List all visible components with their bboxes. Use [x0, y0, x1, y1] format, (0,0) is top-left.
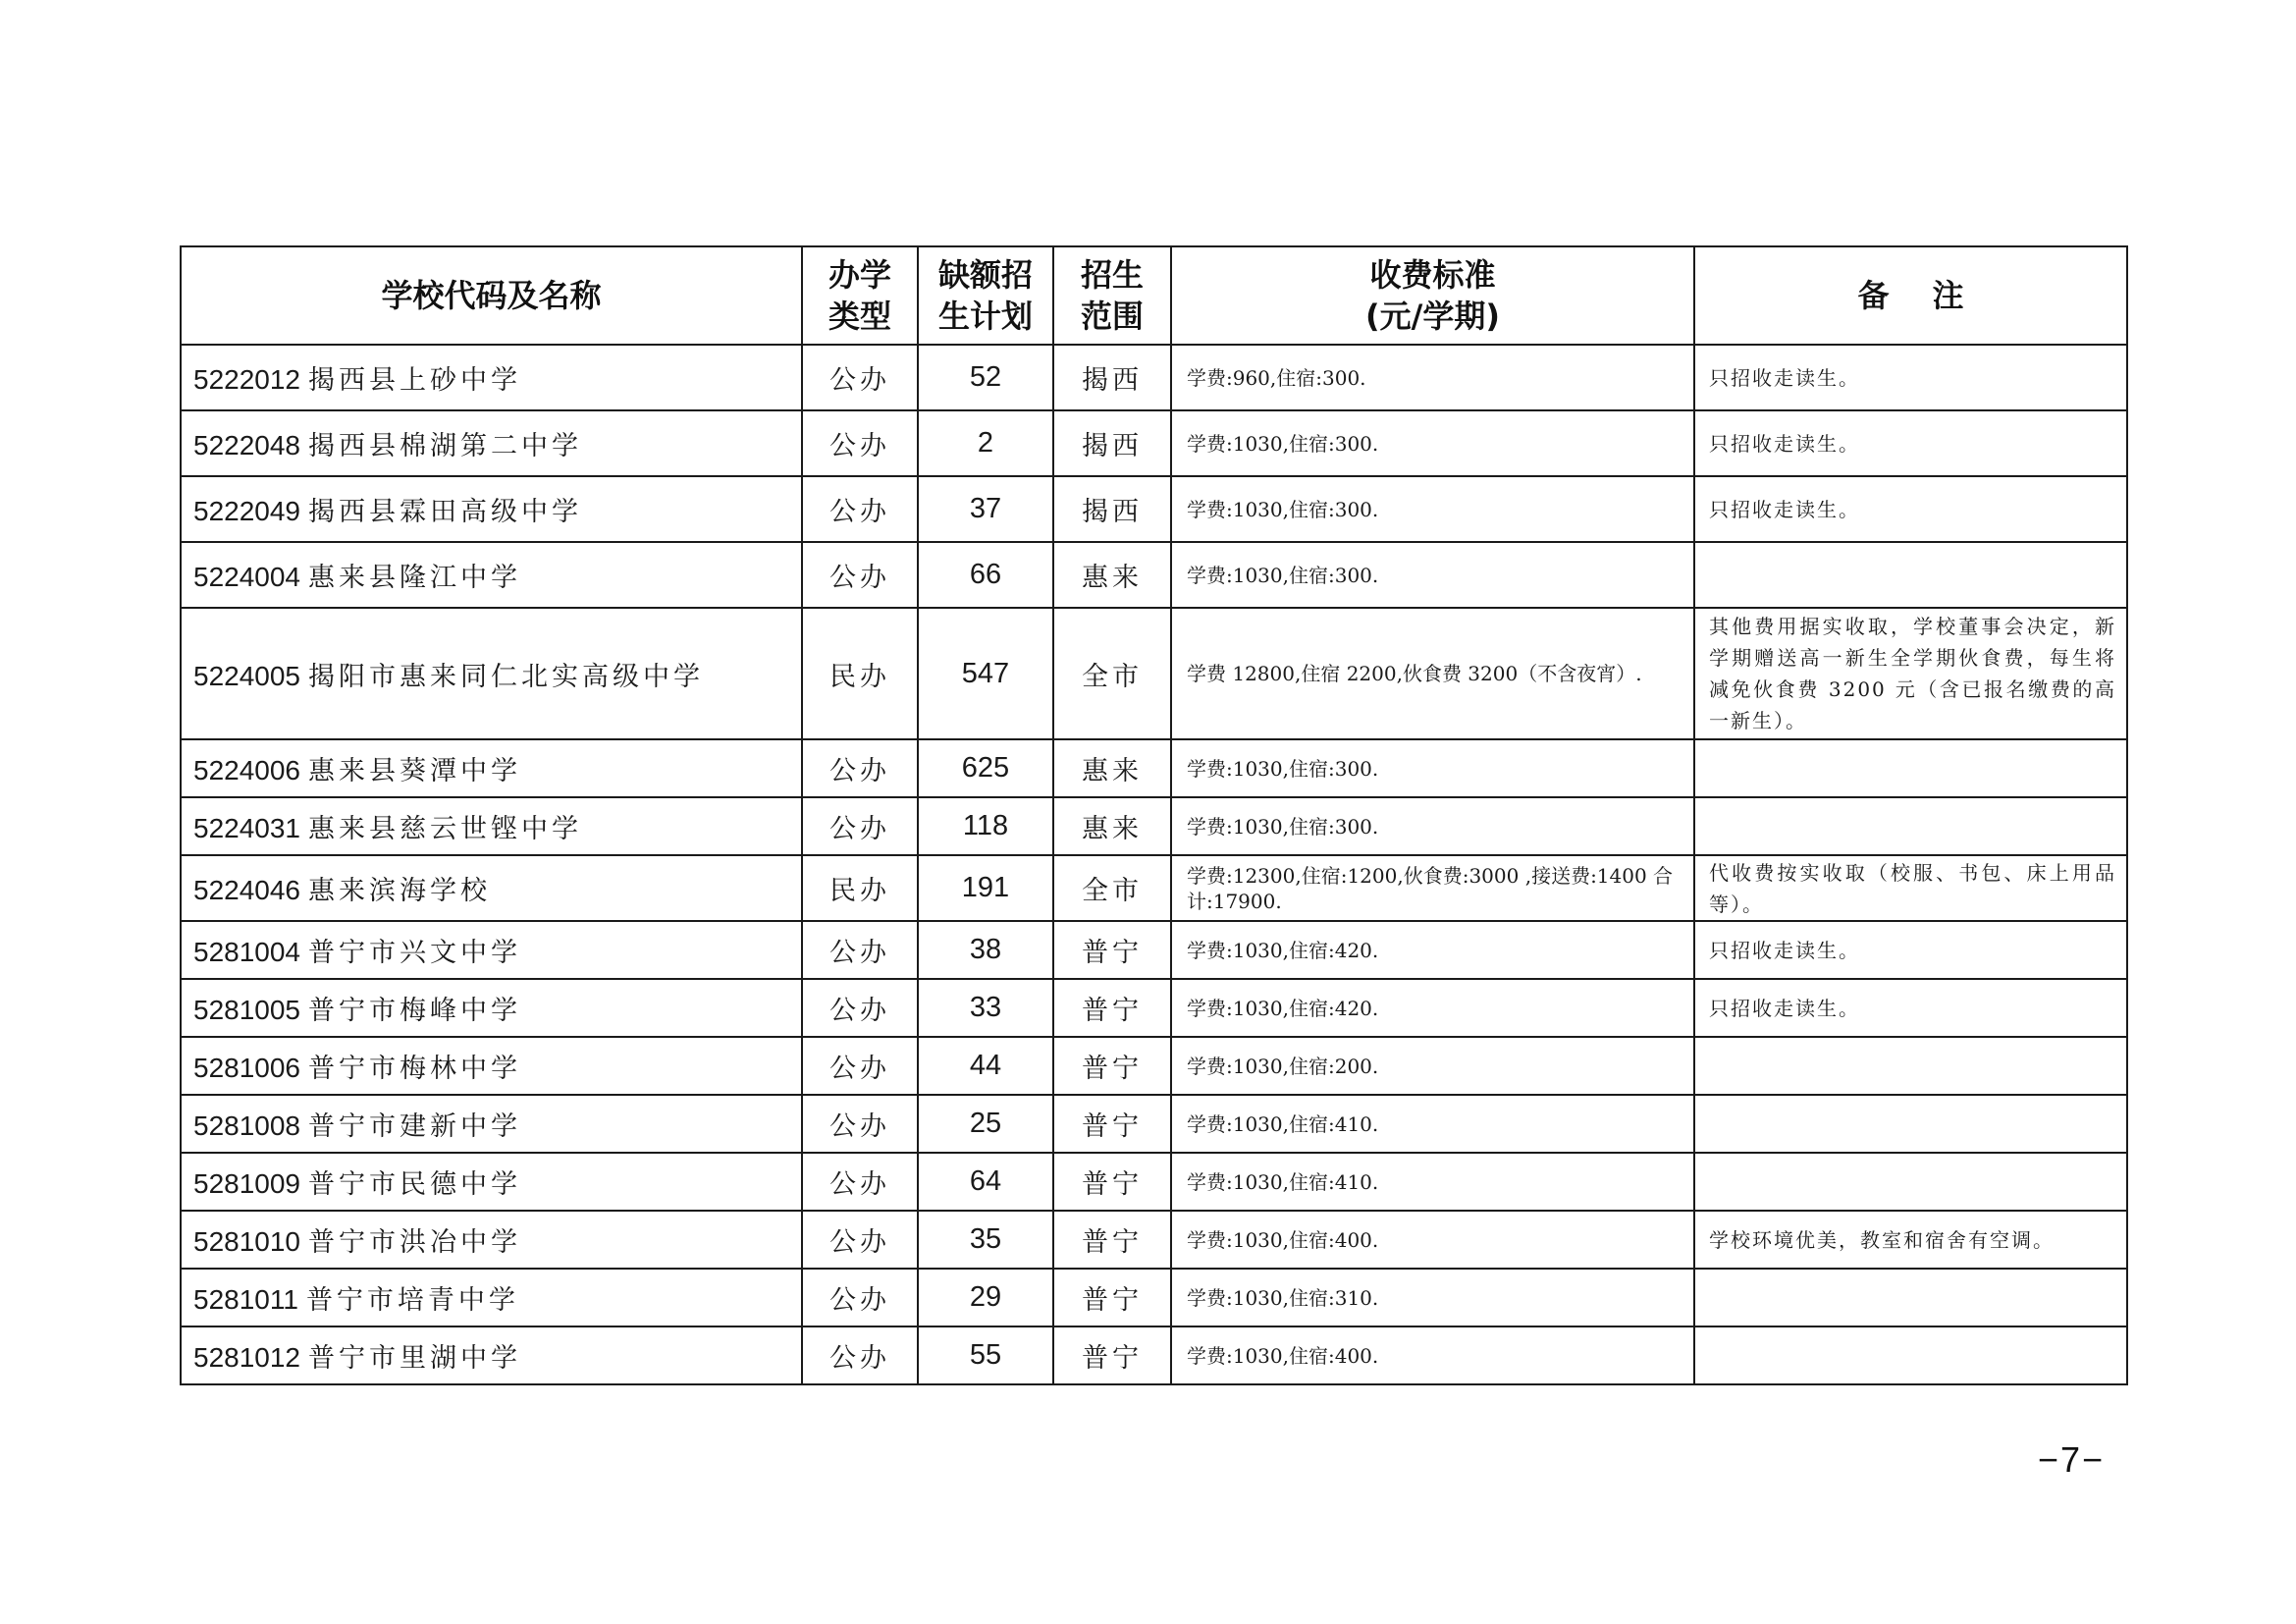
enrollment-plan-cell: 44: [918, 1037, 1053, 1095]
school-name-cell: [181, 1153, 802, 1211]
fee-standard-cell: 学费:1030,住宿:420.: [1171, 979, 1694, 1037]
enrollment-range-cell: 普宁: [1053, 1037, 1171, 1095]
school-name: 普宁市洪冶中学: [308, 1227, 522, 1258]
enrollment-range-cell: 全市: [1053, 608, 1171, 739]
school-name: 普宁市里湖中学: [308, 1343, 522, 1374]
enrollment-plan-cell: 29: [918, 1269, 1053, 1326]
remark-cell: 只招收走读生。: [1694, 410, 2127, 476]
school-name: 惠来县慈云世铿中学: [308, 814, 583, 844]
school-name-cell: [181, 797, 802, 855]
fee-standard-cell: 学费:1030,住宿:300.: [1171, 476, 1694, 542]
table-row: [181, 979, 2127, 1037]
school-type-cell: 公办: [802, 1095, 918, 1153]
table-row: [181, 608, 2127, 739]
school-type-cell: 公办: [802, 542, 918, 608]
remark-cell: 学校环境优美，教室和宿舍有空调。: [1694, 1211, 2127, 1269]
school-type-cell: 公办: [802, 1037, 918, 1095]
school-code: 5224031: [193, 813, 301, 843]
enrollment-plan-cell: 64: [918, 1153, 1053, 1211]
page-number: −7−: [2037, 1439, 2105, 1480]
enrollment-plan-cell: 37: [918, 476, 1053, 542]
enrollment-range-cell: 普宁: [1053, 1269, 1171, 1326]
school-name: 揭西县上砂中学: [308, 365, 522, 396]
table-row: [181, 797, 2127, 855]
remark-cell: [1694, 1095, 2127, 1153]
enrollment-range-cell: 揭西: [1053, 476, 1171, 542]
school-name-cell: [181, 739, 802, 797]
school-type-cell: 公办: [802, 345, 918, 410]
fee-standard-cell: 学费:1030,住宿:300.: [1171, 739, 1694, 797]
fee-standard-cell: 学费:1030,住宿:300.: [1171, 542, 1694, 608]
school-name: 普宁市梅林中学: [308, 1054, 522, 1084]
school-name-cell: [181, 921, 802, 979]
fee-standard-cell: 学费:1030,住宿:410.: [1171, 1095, 1694, 1153]
school-code: 5281005: [193, 995, 301, 1025]
table-row: [181, 921, 2127, 979]
school-name: 惠来县隆江中学: [308, 563, 522, 593]
fee-standard-cell: 学费 12800,住宿 2200,伙食费 3200（不含夜宵）.: [1171, 608, 1694, 739]
enrollment-plan-cell: 625: [918, 739, 1053, 797]
table-row: [181, 1269, 2127, 1326]
enrollment-range-cell: 惠来: [1053, 542, 1171, 608]
enrollment-plan-cell: 38: [918, 921, 1053, 979]
table-row: [181, 476, 2127, 542]
school-code: 5224006: [193, 755, 301, 785]
fee-standard-cell: 学费:1030,住宿:400.: [1171, 1326, 1694, 1384]
school-code: 5281006: [193, 1053, 301, 1083]
enrollment-range-cell: 惠来: [1053, 797, 1171, 855]
enrollment-plan-cell: 66: [918, 542, 1053, 608]
enrollment-plan-cell: 35: [918, 1211, 1053, 1269]
table-row: [181, 1037, 2127, 1095]
table-row: [181, 739, 2127, 797]
header-enrollment-range: 招生 范围: [1053, 246, 1171, 345]
school-name: 揭阳市惠来同仁北实高级中学: [308, 661, 705, 692]
school-name: 普宁市兴文中学: [308, 938, 522, 968]
school-type-cell: 公办: [802, 1211, 918, 1269]
school-code: 5281011: [193, 1284, 298, 1315]
school-code: 5224005: [193, 660, 301, 691]
school-type-cell: 公办: [802, 739, 918, 797]
school-type-cell: 公办: [802, 1153, 918, 1211]
table-row: [181, 542, 2127, 608]
remark-cell: 只招收走读生。: [1694, 476, 2127, 542]
enrollment-plan-cell: 33: [918, 979, 1053, 1037]
table-row: [181, 410, 2127, 476]
table-row: [181, 855, 2127, 921]
school-name-cell: [181, 476, 802, 542]
header-fee-standard: 收费标准 (元/学期): [1171, 246, 1694, 345]
remark-cell: [1694, 1269, 2127, 1326]
school-type-cell: 公办: [802, 921, 918, 979]
school-name-cell: [181, 608, 802, 739]
enrollment-range-cell: 普宁: [1053, 1153, 1171, 1211]
remark-cell: 只招收走读生。: [1694, 345, 2127, 410]
school-name: 揭西县霖田高级中学: [308, 497, 583, 527]
school-name-cell: [181, 1211, 802, 1269]
remark-cell: 其他费用据实收取，学校董事会决定，新学期赠送高一新生全学期伙食费，每生将减免伙食费 3200 元（含已报名缴费的高一新生）。: [1694, 608, 2127, 739]
header-enrollment-plan: 缺额招 生计划: [918, 246, 1053, 345]
school-type-cell: 公办: [802, 476, 918, 542]
school-name: 惠来县葵潭中学: [308, 756, 522, 786]
remark-cell: [1694, 542, 2127, 608]
fee-standard-cell: 学费:1030,住宿:200.: [1171, 1037, 1694, 1095]
enrollment-plan-cell: 25: [918, 1095, 1053, 1153]
enrollment-plan-cell: 52: [918, 345, 1053, 410]
remark-cell: 只招收走读生。: [1694, 979, 2127, 1037]
enrollment-range-cell: 普宁: [1053, 1211, 1171, 1269]
school-name-cell: [181, 410, 802, 476]
enrollment-range-cell: 普宁: [1053, 1326, 1171, 1384]
enrollment-plan-cell: 118: [918, 797, 1053, 855]
remark-cell: [1694, 1326, 2127, 1384]
enrollment-range-cell: 揭西: [1053, 410, 1171, 476]
table-row: [181, 1153, 2127, 1211]
remark-cell: [1694, 1037, 2127, 1095]
school-code: 5281008: [193, 1110, 301, 1141]
enrollment-plan-cell: 547: [918, 608, 1053, 739]
enrollment-range-cell: 普宁: [1053, 921, 1171, 979]
school-code: 5281010: [193, 1226, 301, 1257]
school-type-cell: 民办: [802, 608, 918, 739]
table-row: [181, 1326, 2127, 1384]
fee-standard-cell: 学费:1030,住宿:410.: [1171, 1153, 1694, 1211]
school-type-cell: 公办: [802, 1326, 918, 1384]
remark-cell: [1694, 797, 2127, 855]
school-code: 5281004: [193, 937, 301, 967]
header-school-type: 办学 类型: [802, 246, 918, 345]
enrollment-plan-cell: 55: [918, 1326, 1053, 1384]
school-name-cell: [181, 345, 802, 410]
fee-standard-cell: 学费:12300,住宿:1200,伙食费:3000 ,接送费:1400 合计:17900.: [1171, 855, 1694, 921]
school-code: 5224004: [193, 562, 301, 592]
school-code: 5222049: [193, 496, 301, 526]
remark-cell: [1694, 1153, 2127, 1211]
enrollment-plan-cell: 191: [918, 855, 1053, 921]
table-row: [181, 1211, 2127, 1269]
enrollment-plan-cell: 2: [918, 410, 1053, 476]
school-code: 5281012: [193, 1342, 301, 1373]
school-name: 惠来滨海学校: [308, 876, 492, 906]
school-name-cell: [181, 855, 802, 921]
school-name: 普宁市培青中学: [305, 1285, 519, 1316]
school-name-cell: [181, 1037, 802, 1095]
school-name-cell: [181, 979, 802, 1037]
enrollment-range-cell: 揭西: [1053, 345, 1171, 410]
fee-standard-cell: 学费:1030,住宿:420.: [1171, 921, 1694, 979]
school-type-cell: 公办: [802, 410, 918, 476]
school-name: 普宁市梅峰中学: [308, 996, 522, 1026]
enrollment-range-cell: 惠来: [1053, 739, 1171, 797]
header-remark: 备注: [1694, 246, 2127, 345]
table-header-row: [181, 246, 2127, 345]
school-name: 普宁市民德中学: [308, 1169, 522, 1200]
school-type-cell: 公办: [802, 797, 918, 855]
school-enrollment-table: [180, 245, 2128, 1385]
school-code: 5222048: [193, 430, 301, 460]
enrollment-range-cell: 普宁: [1053, 1095, 1171, 1153]
school-name-cell: [181, 1095, 802, 1153]
school-code: 5222012: [193, 364, 301, 395]
school-name-cell: [181, 1269, 802, 1326]
school-name-cell: [181, 1326, 802, 1384]
school-type-cell: 公办: [802, 1269, 918, 1326]
fee-standard-cell: 学费:960,住宿:300.: [1171, 345, 1694, 410]
enrollment-range-cell: 全市: [1053, 855, 1171, 921]
table-body: [181, 345, 2127, 1384]
fee-standard-cell: 学费:1030,住宿:300.: [1171, 797, 1694, 855]
fee-standard-cell: 学费:1030,住宿:310.: [1171, 1269, 1694, 1326]
school-code: 5281009: [193, 1168, 301, 1199]
fee-standard-cell: 学费:1030,住宿:400.: [1171, 1211, 1694, 1269]
table-row: [181, 345, 2127, 410]
remark-cell: 代收费按实收取（校服、书包、床上用品等）。: [1694, 855, 2127, 921]
school-type-cell: 民办: [802, 855, 918, 921]
remark-cell: 只招收走读生。: [1694, 921, 2127, 979]
school-name-cell: [181, 542, 802, 608]
school-type-cell: 公办: [802, 979, 918, 1037]
enrollment-range-cell: 普宁: [1053, 979, 1171, 1037]
school-name: 揭西县棉湖第二中学: [308, 431, 583, 461]
school-code: 5224046: [193, 875, 301, 905]
remark-cell: [1694, 739, 2127, 797]
school-name: 普宁市建新中学: [308, 1111, 522, 1142]
table-row: [181, 1095, 2127, 1153]
fee-standard-cell: 学费:1030,住宿:300.: [1171, 410, 1694, 476]
header-school-name: 学校代码及名称: [181, 246, 802, 345]
